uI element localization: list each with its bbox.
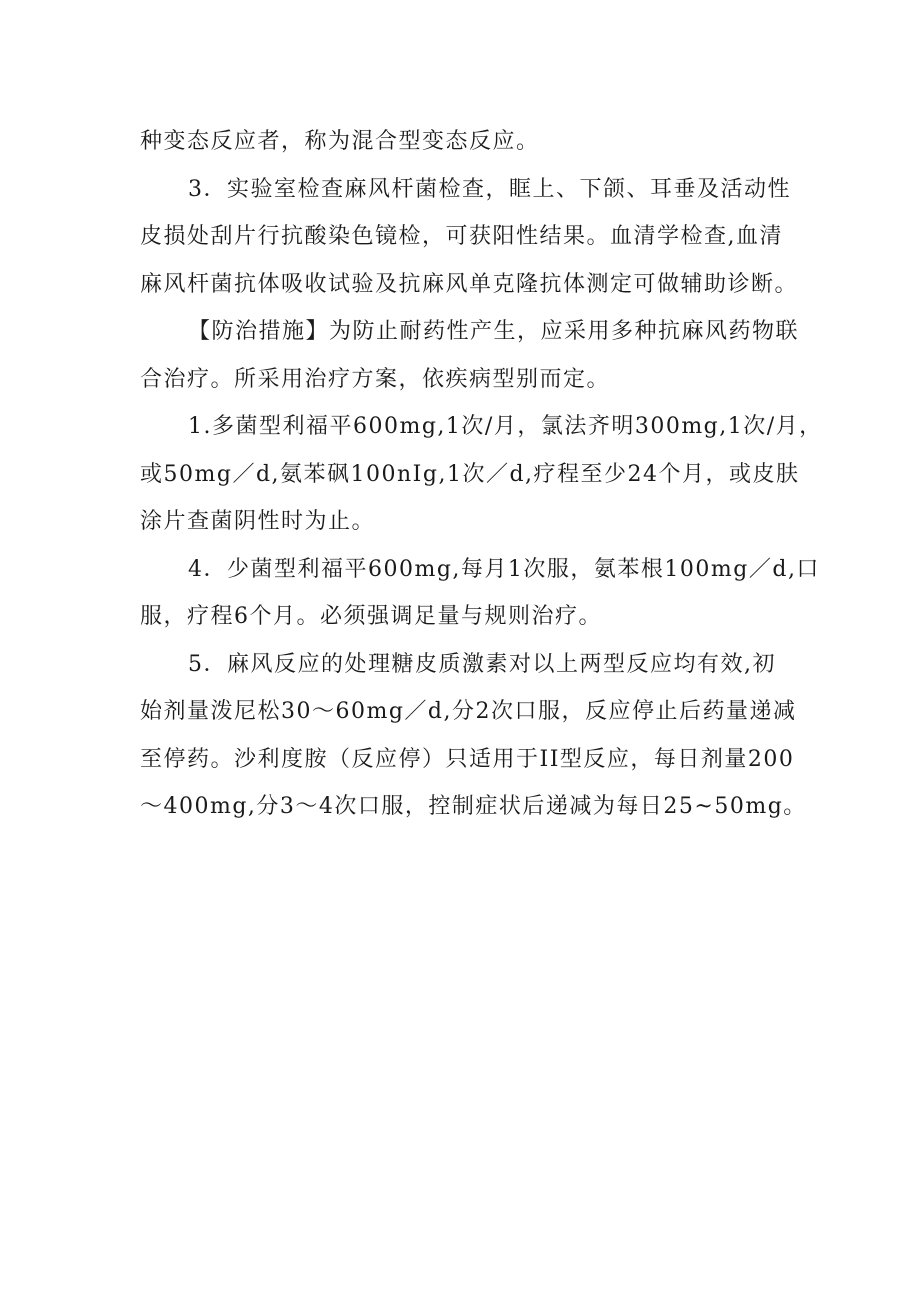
text-line: 【防治措施】为防止耐药性产生，应采用多种抗麻风药物联 bbox=[188, 319, 800, 344]
text-line: 4．少菌型利福平600mg,每月1次服，氨苯根100mg／d,口 bbox=[188, 556, 820, 582]
text-line: 始剂量泼尼松30～60mg／d,分2次口服，反应停止后药量递减 bbox=[140, 699, 797, 724]
text-line: 5．麻风反应的处理糖皮质激素对以上两型反应均有效,初 bbox=[188, 651, 776, 677]
text-line: 涂片查菌阴性时为止。 bbox=[140, 509, 376, 534]
text-line: 1.多菌型利福平600mg,1次/月，氯法齐明300mg,1次/月， bbox=[188, 414, 823, 439]
text-line: 至停药。沙利度胺（反应停）只适用于II型反应，每日剂量200 bbox=[140, 746, 795, 772]
text-line: ～400mg,分3～4次口服，控制症状后递减为每日25~50mg。 bbox=[140, 794, 807, 819]
text-line: 服，疗程6个月。必须强调足量与规则治疗。 bbox=[140, 604, 602, 629]
text-line: 皮损处刮片行抗酸染色镜检，可获阳性结果。血清学检查,血清 bbox=[140, 224, 783, 249]
text-line: 合治疗。所采用治疗方案，依疾病型别而定。 bbox=[140, 366, 611, 392]
text-line: 种变态反应者，称为混合型变态反应。 bbox=[140, 129, 540, 154]
document-body bbox=[140, 118, 823, 831]
text-line: 或50mg／d,氨苯砜100nIg,1次／d,疗程至少24个月，或皮肤 bbox=[140, 461, 800, 487]
text-line: 麻风杆菌抗体吸收试验及抗麻风单克隆抗体测定可做辅助诊断。 bbox=[140, 271, 799, 297]
text-line: 3．实验室检查麻风杆菌检查，眶上、下颌、耳垂及活动性 bbox=[188, 176, 791, 202]
